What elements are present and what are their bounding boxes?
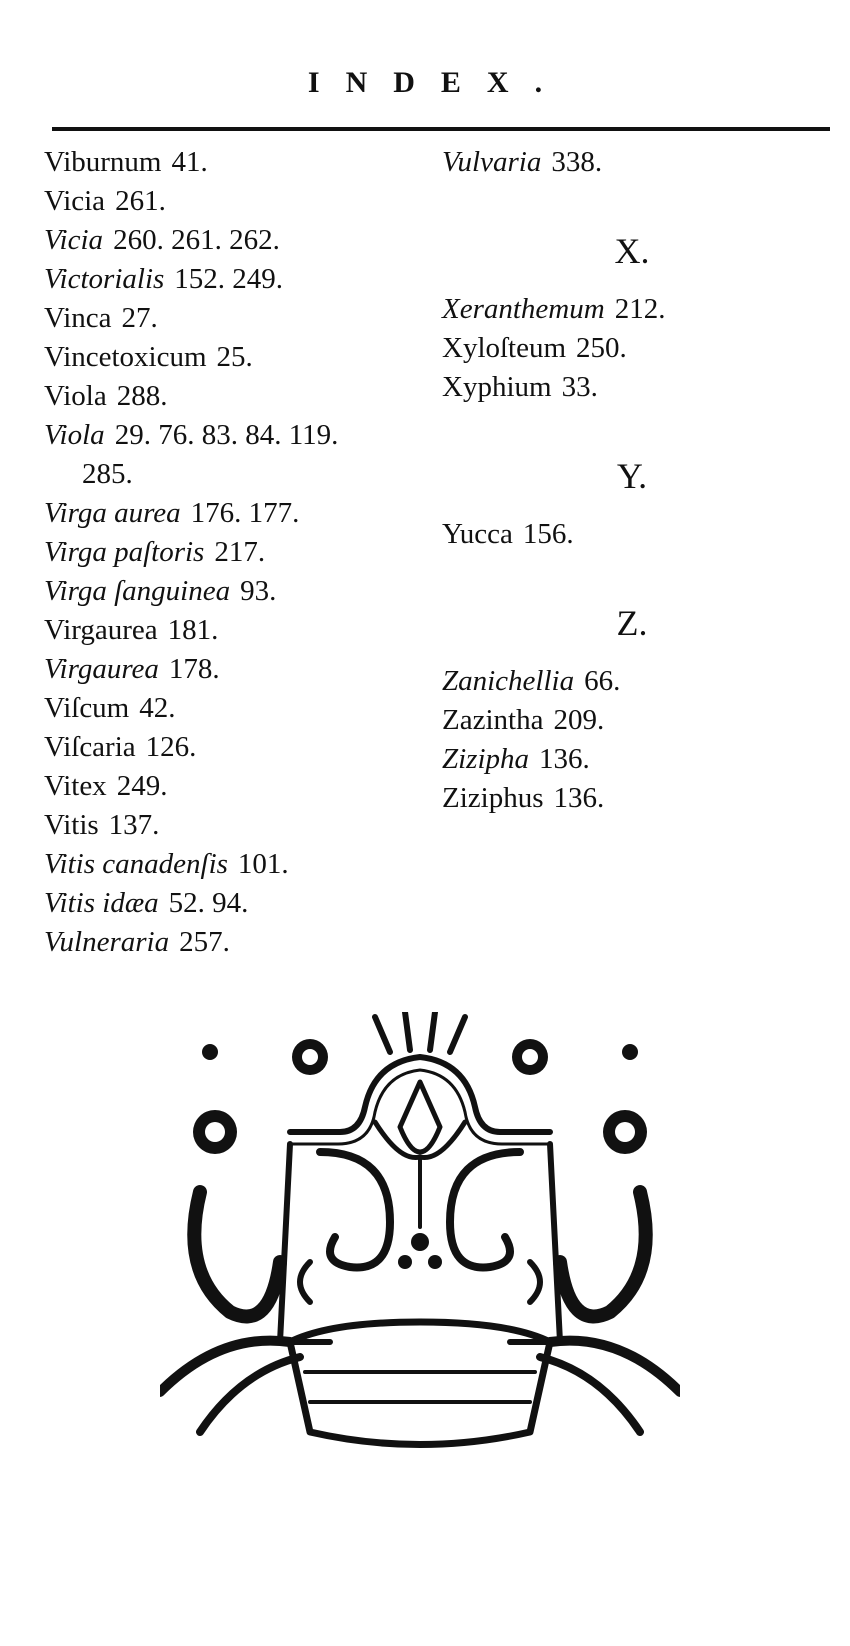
index-column-left <box>44 143 444 962</box>
index-entry <box>44 611 444 650</box>
index-entry <box>442 290 822 329</box>
index-pages: 25. <box>216 341 253 373</box>
index-term: Viola <box>44 419 105 451</box>
index-term: Vitis idæa <box>44 887 159 919</box>
index-term: Vitex <box>44 770 107 802</box>
index-term: Zizipha <box>442 743 530 775</box>
index-entry <box>44 845 444 884</box>
floral-basket-ornament-icon <box>160 1012 680 1482</box>
index-term: Xyloſteum <box>442 332 567 364</box>
index-pages: 27. <box>121 302 158 334</box>
section-spacer <box>442 182 822 212</box>
index-term: Vitis canadenſis <box>44 848 228 880</box>
index-term: Virgaurea <box>44 614 158 646</box>
index-pages: 29. 76. 83. 84. 119. <box>114 419 339 451</box>
index-pages: 260. 261. 262. <box>113 224 280 256</box>
index-pages: 176. 177. <box>190 497 300 529</box>
index-term: Vitis <box>44 809 99 841</box>
index-entry <box>44 455 444 494</box>
index-pages: 101. <box>237 848 289 880</box>
index-pages: 93. <box>240 575 277 607</box>
index-entry <box>44 728 444 767</box>
index-pages: 136. <box>553 782 605 814</box>
index-entry <box>44 377 444 416</box>
index-term: Viburnum <box>44 146 162 178</box>
index-term: Virga ſanguinea <box>44 575 231 607</box>
index-term: Vulneraria <box>44 926 170 958</box>
index-term: Xyphium <box>442 371 552 403</box>
index-pages: 181. <box>167 614 219 646</box>
index-entry <box>44 182 444 221</box>
index-entry <box>44 221 444 260</box>
index-term: Virgaurea <box>44 653 159 685</box>
index-pages: 217. <box>214 536 266 568</box>
index-term: Xeranthemum <box>442 293 605 325</box>
index-entry <box>442 740 822 779</box>
index-pages: 42. <box>139 692 176 724</box>
index-entry <box>442 662 822 701</box>
index-pages: 250. <box>576 332 627 364</box>
header-rule <box>52 127 830 131</box>
index-entry <box>44 299 444 338</box>
index-term: Vinca <box>44 302 112 334</box>
index-entry <box>44 884 444 923</box>
index-term: Vicia <box>44 185 106 217</box>
index-pages: 178. <box>168 653 220 685</box>
index-entry <box>44 572 444 611</box>
index-entry <box>44 923 444 962</box>
section-spacer <box>442 554 822 584</box>
index-pages: 212. <box>614 293 666 325</box>
index-term: Vincetoxicum <box>44 341 207 373</box>
index-entry <box>44 143 444 182</box>
section-letter: X. <box>614 231 650 271</box>
section-spacer <box>442 407 822 437</box>
index-pages: 257. <box>179 926 230 958</box>
index-entry <box>442 143 822 182</box>
index-entry <box>442 368 822 407</box>
index-term: Yucca <box>442 518 513 550</box>
index-pages: 209. <box>553 704 605 736</box>
index-entry <box>442 779 822 818</box>
index-entry <box>44 650 444 689</box>
section-letter: Z. <box>616 603 648 643</box>
index-term: Victorialis <box>44 263 165 295</box>
index-term: Virga paſtoris <box>44 536 205 568</box>
section-letter: Y. <box>616 456 648 496</box>
index-entry <box>44 533 444 572</box>
index-pages: 152. 249. <box>174 263 284 295</box>
index-pages: 288. <box>116 380 168 412</box>
index-pages: 33. <box>561 371 598 403</box>
index-entry <box>442 701 822 740</box>
index-entry <box>44 416 444 455</box>
index-pages: 66. <box>584 665 621 697</box>
index-term: Viſcum <box>44 692 130 724</box>
index-pages: 249. <box>116 770 168 802</box>
index-entry <box>44 689 444 728</box>
index-term: Vulvaria <box>442 146 542 178</box>
index-term: Ziziphus <box>442 782 544 814</box>
index-pages: 156. <box>522 518 574 550</box>
index-pages: 285. <box>82 458 133 490</box>
index-pages: 52. 94. <box>168 887 249 919</box>
index-term: Viſcaria <box>44 731 136 763</box>
index-entry <box>44 260 444 299</box>
index-pages: 136. <box>539 743 590 775</box>
index-term: Zazintha <box>442 704 544 736</box>
index-pages: 338. <box>551 146 603 178</box>
index-pages: 137. <box>108 809 160 841</box>
index-entry <box>44 767 444 806</box>
page-title: INDEX. <box>307 66 569 99</box>
index-entry <box>44 494 444 533</box>
index-term: Viola <box>44 380 107 412</box>
index-pages: 126. <box>145 731 197 763</box>
index-entry <box>442 515 822 554</box>
index-column-right <box>442 143 822 818</box>
index-entry <box>44 806 444 845</box>
index-entry <box>442 329 822 368</box>
index-pages: 261. <box>115 185 166 217</box>
index-term: Zanichellia <box>442 665 575 697</box>
index-term: Vicia <box>44 224 104 256</box>
index-entry <box>44 338 444 377</box>
index-pages: 41. <box>171 146 208 178</box>
index-term: Virga aurea <box>44 497 181 529</box>
